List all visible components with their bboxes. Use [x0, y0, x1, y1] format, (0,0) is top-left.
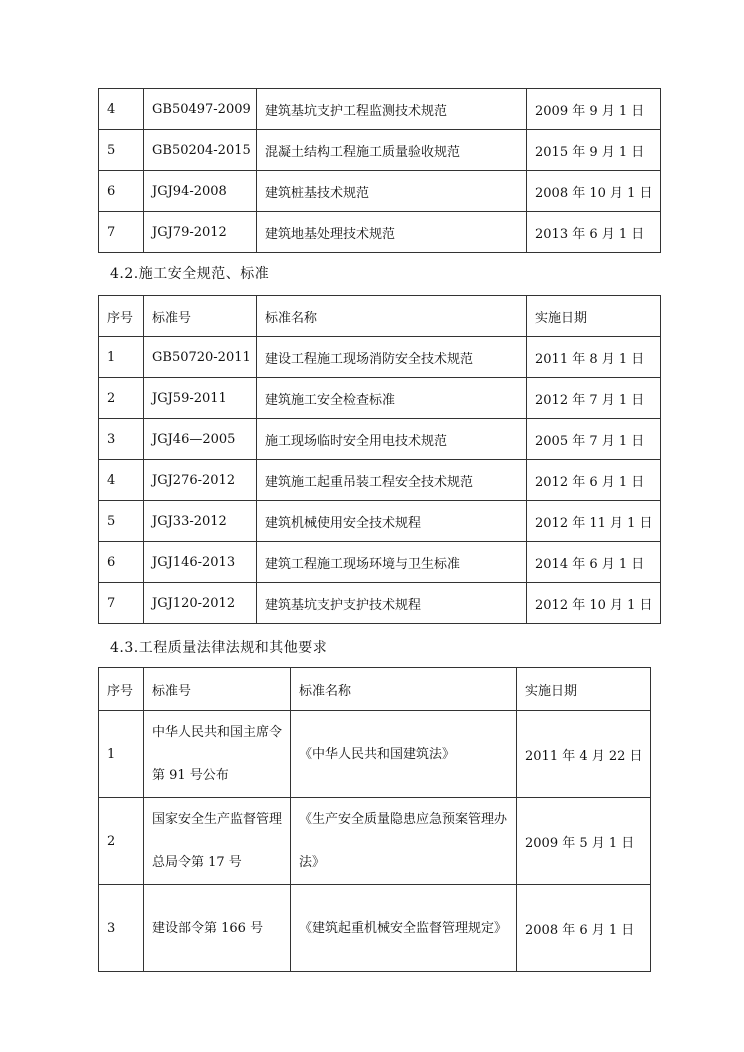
cell-no: 5: [99, 130, 144, 171]
header-code: 标准号: [144, 296, 257, 337]
cell-code: GB50204-2015: [144, 130, 257, 171]
cell-no: 5: [99, 501, 144, 542]
cell-name: 施工现场临时安全用电技术规范: [257, 419, 527, 460]
cell-name: 建筑施工起重吊装工程安全技术规范: [257, 460, 527, 501]
table-header-row: [99, 296, 661, 337]
cell-date: 2011 年 8 月 1 日: [527, 337, 661, 378]
cell-date: 2012 年 6 月 1 日: [527, 460, 661, 501]
header-no: 序号: [99, 296, 144, 337]
table-row: [99, 885, 651, 972]
cell-date: 2015 年 9 月 1 日: [527, 130, 661, 171]
table-row: [99, 337, 661, 378]
cell-code: GB50720-2011: [144, 337, 257, 378]
cell-name: 建筑工程施工现场环境与卫生标准: [257, 542, 527, 583]
cell-code: JGJ33-2012: [144, 501, 257, 542]
cell-date: 2008 年 10 月 1 日: [527, 171, 661, 212]
cell-code: JGJ94-2008: [144, 171, 257, 212]
table-row: [99, 89, 661, 130]
table-body: [99, 89, 661, 253]
header-name: 标准名称: [257, 296, 527, 337]
cell-code: 国家安全生产监督管理总局令第 17 号: [144, 798, 291, 885]
cell-no: 2: [99, 798, 144, 885]
cell-date: 2009 年 9 月 1 日: [527, 89, 661, 130]
cell-no: 2: [99, 378, 144, 419]
cell-date: 2009 年 5 月 1 日: [517, 798, 651, 885]
cell-name: 建筑基坑支护工程监测技术规范: [257, 89, 527, 130]
cell-date: 2005 年 7 月 1 日: [527, 419, 661, 460]
cell-name: 《生产安全质量隐患应急预案管理办法》: [291, 798, 517, 885]
cell-no: 3: [99, 419, 144, 460]
table-row: [99, 171, 661, 212]
cell-name: 建设工程施工现场消防安全技术规范: [257, 337, 527, 378]
header-name: 标准名称: [291, 668, 517, 711]
cell-no: 6: [99, 171, 144, 212]
construction-standards-table-continued: [98, 88, 661, 253]
cell-name: 《中华人民共和国建筑法》: [291, 711, 517, 798]
cell-code: 中华人民共和国主席令第 91 号公布: [144, 711, 291, 798]
cell-name: 《建筑起重机械安全监督管理规定》: [291, 885, 517, 972]
cell-no: 4: [99, 89, 144, 130]
cell-code: JGJ79-2012: [144, 212, 257, 253]
table-row: [99, 378, 661, 419]
table-row: [99, 130, 661, 171]
safety-standards-table: [98, 295, 661, 624]
cell-code: JGJ59-2011: [144, 378, 257, 419]
cell-no: 7: [99, 583, 144, 624]
cell-no: 1: [99, 337, 144, 378]
section-title-quality-laws: 4.3.工程质量法律法规和其他要求: [110, 640, 328, 656]
cell-date: 2012 年 11 月 1 日: [527, 501, 661, 542]
table-row: [99, 798, 651, 885]
cell-no: 7: [99, 212, 144, 253]
cell-code: 建设部令第 166 号: [144, 885, 291, 972]
cell-code: JGJ46—2005: [144, 419, 257, 460]
cell-date: 2014 年 6 月 1 日: [527, 542, 661, 583]
table-row: [99, 542, 661, 583]
cell-name: 建筑地基处理技术规范: [257, 212, 527, 253]
cell-code: JGJ120-2012: [144, 583, 257, 624]
table-body: [99, 337, 661, 624]
table-row: [99, 711, 651, 798]
cell-date: 2012 年 10 月 1 日: [527, 583, 661, 624]
cell-name: 建筑施工安全检查标准: [257, 378, 527, 419]
cell-name: 建筑基坑支护支护技术规程: [257, 583, 527, 624]
table-header-row: [99, 668, 651, 711]
cell-date: 2012 年 7 月 1 日: [527, 378, 661, 419]
table-row: [99, 501, 661, 542]
cell-no: 4: [99, 460, 144, 501]
cell-name: 建筑机械使用安全技术规程: [257, 501, 527, 542]
header-date: 实施日期: [527, 296, 661, 337]
cell-date: 2008 年 6 月 1 日: [517, 885, 651, 972]
header-no: 序号: [99, 668, 144, 711]
table-row: [99, 583, 661, 624]
header-date: 实施日期: [517, 668, 651, 711]
table-body: [99, 711, 651, 972]
header-code: 标准号: [144, 668, 291, 711]
cell-code: GB50497-2009: [144, 89, 257, 130]
cell-name: 混凝土结构工程施工质量验收规范: [257, 130, 527, 171]
cell-code: JGJ146-2013: [144, 542, 257, 583]
cell-code: JGJ276-2012: [144, 460, 257, 501]
cell-name: 建筑桩基技术规范: [257, 171, 527, 212]
section-title-safety: 4.2.施工安全规范、标准: [110, 266, 270, 282]
table-row: [99, 419, 661, 460]
table-row: [99, 460, 661, 501]
cell-no: 1: [99, 711, 144, 798]
cell-date: 2013 年 6 月 1 日: [527, 212, 661, 253]
table-row: [99, 212, 661, 253]
cell-no: 3: [99, 885, 144, 972]
quality-laws-table: [98, 667, 651, 972]
cell-date: 2011 年 4 月 22 日: [517, 711, 651, 798]
cell-no: 6: [99, 542, 144, 583]
